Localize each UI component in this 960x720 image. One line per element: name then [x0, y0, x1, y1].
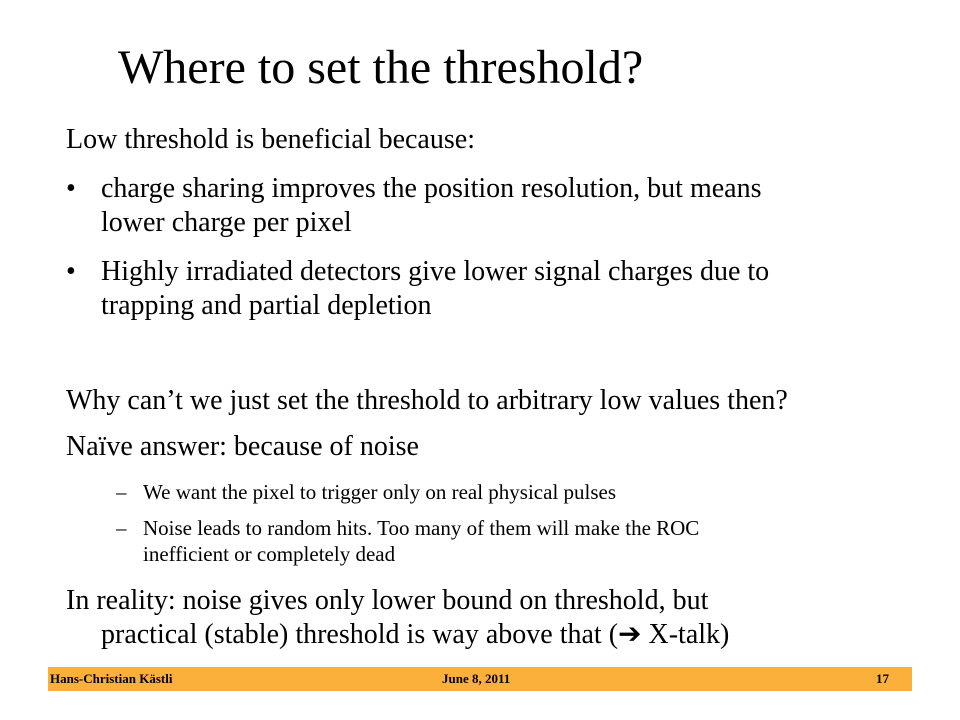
footer-date: June 8, 2011: [442, 671, 511, 686]
footer-bar: [48, 667, 912, 691]
dash-symbol: –: [116, 480, 127, 504]
bullet-1-line-2: lower charge per pixel: [101, 207, 352, 238]
bullet-2-line-2: trapping and partial depletion: [101, 290, 432, 321]
reality-line-1: In reality: noise gives only lower bound on threshold, but: [66, 585, 709, 616]
sub-point-2-line-2: inefficient or completely dead: [143, 542, 396, 566]
bullet-symbol: •: [66, 173, 76, 204]
dash-symbol: –: [116, 516, 127, 540]
question-text: Why can’t we just set the threshold to arbitrary low values then?: [66, 385, 788, 416]
slide-title: Where to set the threshold?: [118, 41, 644, 94]
reality-line-2: practical (stable) threshold is way above that (➔ X-talk): [101, 619, 730, 650]
sub-point-1-line-1: We want the pixel to trigger only on real physical pulses: [143, 480, 617, 504]
naive-answer-text: Naïve answer: because of noise: [66, 431, 419, 462]
footer-page-number: 17: [876, 671, 889, 686]
intro-text: Low threshold is beneficial because:: [66, 124, 475, 155]
footer-author: Hans-Christian Kästli: [50, 671, 173, 686]
bullet-1-line-1: charge sharing improves the position resolution, but means: [101, 173, 762, 204]
sub-point-2-line-1: Noise leads to random hits. Too many of them will make the ROC: [143, 516, 700, 540]
bullet-2-line-1: Highly irradiated detectors give lower signal charges due to: [101, 256, 770, 287]
bullet-symbol: •: [66, 256, 76, 287]
